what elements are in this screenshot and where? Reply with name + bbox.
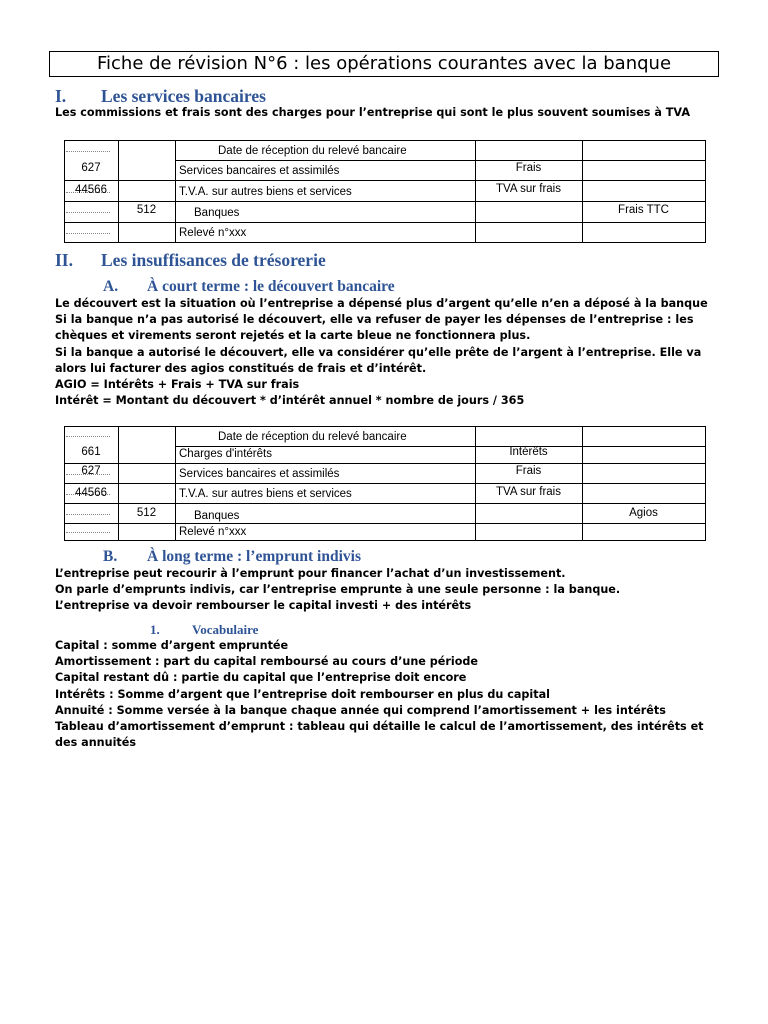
section-heading-1 [55, 86, 266, 107]
section-title: Les services bancaires [101, 86, 266, 106]
vocabulary-list [55, 638, 715, 751]
debit-amount: Intérêts [509, 446, 548, 458]
credit-account: 512 [136, 507, 157, 519]
table-header-date: Date de réception du relevé bancaire [218, 145, 407, 157]
entry-label: Services bancaires et assimilés [179, 165, 340, 177]
section-number: I. [55, 86, 67, 106]
debit-amount: Frais [515, 465, 542, 477]
vocabulary-number: 1. [150, 622, 160, 637]
debit-account: 627 [81, 162, 101, 174]
vocabulary-item: Annuité : Somme versée à la banque chaque année qui comprend l’amortissement + les intérêts [55, 703, 666, 717]
paragraph-line: Si la banque a autorisé le découvert, elle va considérer qu’elle prête de l’argent à l’entreprise. Elle va alors lui facturer des agios constitués de frais et d’intérêt. [55, 345, 702, 375]
debit-account: 44566 [75, 184, 107, 196]
entry-label: Banques [194, 510, 240, 522]
subsection-title: À long terme : l’emprunt indivis [147, 548, 361, 565]
credit-amount: Frais TTC [618, 204, 669, 216]
page-title: Fiche de révision N°6 : les opérations courantes avec la banque [49, 51, 719, 77]
paragraph-line: Intérêt = Montant du découvert * d’intérêt annuel * nombre de jours / 365 [55, 394, 525, 408]
paragraph-line: Si la banque n’a pas autorisé le découvert, elle va refuser de payer les dépenses de l’entreprise : les chèques et virements seront rejetés et la carte bleue ne fonctionnera plus. [55, 313, 694, 343]
entry-label: Services bancaires et assimilés [179, 468, 340, 480]
statement-reference: Relevé n°xxx [179, 227, 247, 239]
entry-label: T.V.A. sur autres biens et services [179, 186, 352, 198]
table-header-date: Date de réception du relevé bancaire [218, 431, 407, 443]
vocabulary-item: Intérêts : Somme d’argent que l’entreprise doit rembourser en plus du capital [55, 687, 550, 701]
section-title: Les insuffisances de trésorerie [101, 250, 326, 270]
section-heading-2 [55, 250, 326, 271]
paragraph-line: On parle d’emprunts indivis, car l’entreprise emprunte à une seule personne : la banque. [55, 583, 621, 597]
entry-label: Charges d'intérêts [179, 448, 272, 460]
statement-reference: Relevé n°xxx [179, 526, 247, 538]
debit-amount: Frais [515, 162, 542, 174]
entry-label: Banques [194, 207, 240, 219]
subsection-heading-a [103, 278, 395, 296]
debit-account: 627 [81, 465, 101, 477]
paragraph-line: Le découvert est la situation où l’entreprise a dépensé plus d’argent qu’elle n’en a déposé à la banque [55, 297, 708, 310]
credit-account: 512 [136, 204, 157, 216]
section-2b-text [55, 566, 715, 615]
subsection-title: À court terme : le découvert bancaire [147, 278, 395, 295]
journal-entry-table-1 [64, 140, 706, 243]
subsection-letter: B. [103, 548, 118, 565]
debit-account: 44566 [75, 487, 107, 499]
vocabulary-item: Tableau d’amortissement d’emprunt : tableau qui détaille le calcul de l’amortissement, des intérêts et des annuités [55, 720, 704, 750]
section-2a-text [55, 296, 715, 409]
vocabulary-item: Capital restant dû : partie du capital que l’entreprise doit encore [55, 671, 467, 685]
vocabulary-item: Amortissement : part du capital remboursé au cours d’une période [55, 655, 479, 669]
vocabulary-heading [150, 622, 258, 638]
credit-amount: Agios [629, 507, 658, 519]
debit-account: 661 [81, 446, 101, 458]
subsection-letter: A. [103, 278, 119, 295]
vocabulary-item: Capital : somme d’argent empruntée [55, 639, 289, 652]
vocabulary-title: Vocabulaire [192, 622, 259, 637]
paragraph-line: AGIO = Intérêts + Frais + TVA sur frais [55, 378, 300, 392]
entry-label: T.V.A. sur autres biens et services [179, 488, 352, 500]
paragraph-line: L’entreprise va devoir rembourser le capital investi + des intérêts [55, 599, 472, 613]
subsection-heading-b [103, 548, 361, 566]
debit-amount: TVA sur frais [496, 183, 561, 195]
journal-entry-table-2 [64, 426, 706, 541]
section-number: II. [55, 250, 73, 270]
debit-amount: TVA sur frais [496, 486, 561, 498]
paragraph-line: L’entreprise peut recourir à l’emprunt pour financer l’achat d’un investissement. [55, 567, 566, 580]
section-1-text [55, 105, 715, 121]
paragraph-line: Les commissions et frais sont des charges pour l’entreprise qui sont le plus souvent soumises à TVA [55, 106, 690, 119]
